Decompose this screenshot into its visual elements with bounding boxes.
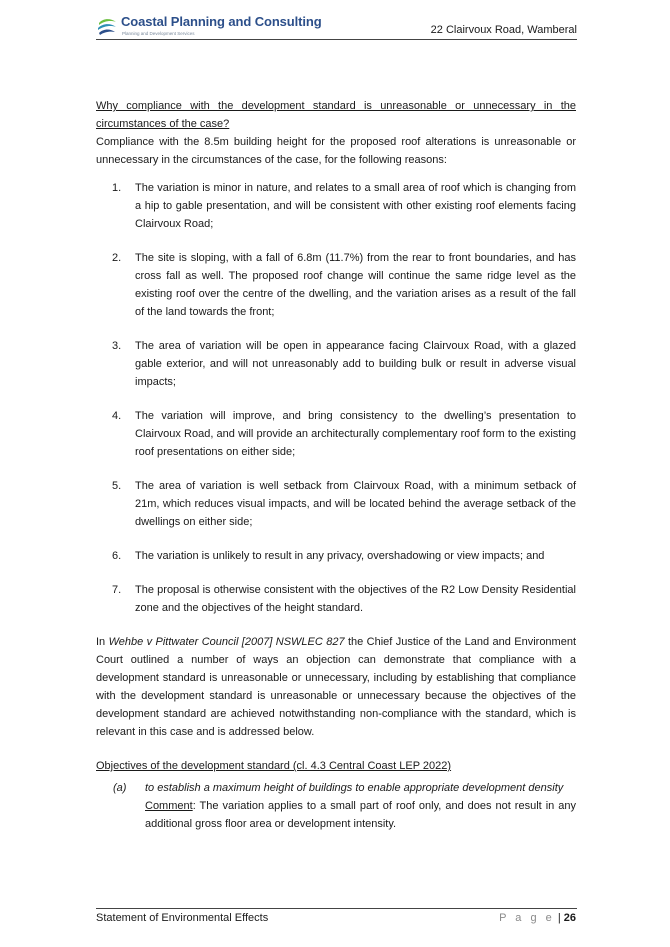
- list-text: The area of variation is well setback from Clairvoux Road, with a minimum setback of 21m, which reduces visual impacts, and will be located behind the average setback of the dwellings on either side;: [135, 480, 576, 528]
- page-number: 26: [563, 912, 576, 924]
- list-text: The variation will improve, and bring consistency to the dwelling’s presentation to Clairvoux Road, and will provide an architecturally complementary roof form to the existing roof presentations on either side;: [135, 410, 576, 458]
- list-number: 1.: [112, 182, 122, 194]
- wave-logo-icon: [96, 16, 118, 38]
- brand-tagline: Planning and Development Services: [122, 31, 195, 36]
- document-title: Statement of Environmental Effects: [96, 912, 269, 924]
- wehbe-paragraph: [96, 633, 576, 741]
- comment-label: Comment: [145, 800, 193, 812]
- page-indicator: [499, 912, 576, 924]
- objective-text: to establish a maximum height of buildings to enable appropriate development density: [145, 782, 564, 794]
- list-item: [96, 547, 576, 565]
- page-content: [96, 97, 576, 833]
- objective-item: [96, 779, 576, 833]
- list-number: 5.: [112, 480, 122, 492]
- question-heading: Why compliance with the development standard is unreasonable or unnecessary in the circumstances of the case?: [96, 100, 576, 130]
- intro-paragraph: Compliance with the 8.5m building height for the proposed roof alterations is unreasonable or unnecessary in the circumstances of the case, for the following reasons:: [96, 136, 576, 166]
- list-item: [96, 249, 576, 321]
- page-separator: |: [554, 912, 564, 924]
- reasons-list: [96, 179, 576, 617]
- comment-text: : The variation applies to a small part of roof only, and does not result in any additional gross floor area or development intensity.: [145, 800, 576, 830]
- objective-comment: [145, 797, 576, 833]
- list-text: The variation is unlikely to result in any privacy, overshadowing or view impacts; and: [135, 550, 545, 562]
- list-number: 2.: [112, 252, 122, 264]
- site-address: 22 Clairvoux Road, Wamberal: [430, 24, 577, 36]
- wehbe-prefix: In: [96, 636, 109, 648]
- list-item: [96, 179, 576, 233]
- list-text: The site is sloping, with a fall of 6.8m (11.7%) from the rear to front boundaries, and has cross fall as well. The proposed roof change will continue the same ridge level as the existing roof over the centre of the dwelling, and the variation arises as a result of the fall of the land towards the front;: [135, 252, 576, 318]
- list-item: [96, 581, 576, 617]
- list-number: 7.: [112, 584, 122, 596]
- page-word: P a g e: [499, 912, 555, 924]
- list-number: 6.: [112, 550, 122, 562]
- list-text: The area of variation will be open in appearance facing Clairvoux Road, with a glazed gable exterior, and will not unreasonably add to building bulk or result in adverse visual impacts;: [135, 340, 576, 388]
- list-item: [96, 337, 576, 391]
- header-divider: [96, 39, 577, 40]
- objectives-heading: Objectives of the development standard (cl. 4.3 Central Coast LEP 2022): [96, 760, 452, 772]
- wehbe-body: the Chief Justice of the Land and Environment Court outlined a number of ways an objection can demonstrate that compliance with a development standard is unreasonable or unnecessary, including by establishing that compliance with the development standard is unreasonable or unnecessary because the objectives of the development standard are achieved notwithstanding non-compliance with the standard, which is relevant in this case and is addressed below.: [96, 636, 577, 738]
- company-logo: [96, 14, 336, 40]
- list-text: The variation is minor in nature, and relates to a small area of roof which is changing from a hip to gable presentation, and will be consistent with other existing roof elements facing Clairvoux Road;: [135, 182, 576, 230]
- footer-divider: [96, 908, 577, 909]
- case-citation: Wehbe v Pittwater Council [2007] NSWLEC 827: [108, 636, 345, 648]
- list-number: 3.: [112, 340, 122, 352]
- list-number: 4.: [112, 410, 122, 422]
- brand-name: Coastal Planning and Consulting: [121, 14, 322, 29]
- objective-label: (a): [113, 782, 127, 794]
- list-item: [96, 407, 576, 461]
- list-item: [96, 477, 576, 531]
- page-header: [96, 14, 577, 40]
- list-text: The proposal is otherwise consistent with the objectives of the R2 Low Density Residential zone and the objectives of the height standard.: [135, 584, 576, 614]
